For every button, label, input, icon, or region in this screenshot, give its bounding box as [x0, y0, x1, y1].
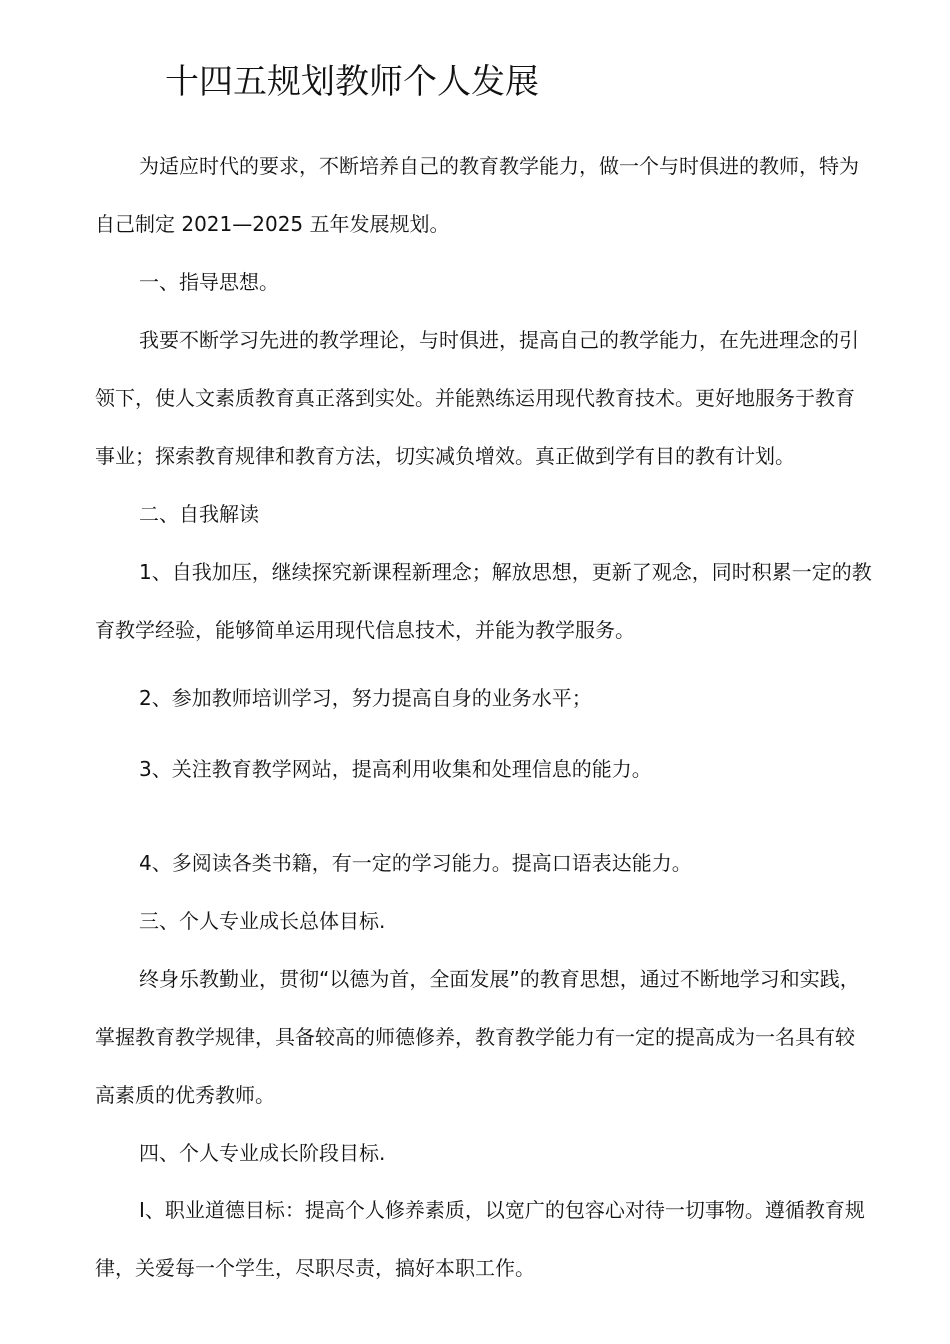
paragraph-line: 我要不断学习先进的教学理论，与时俱进，提高自己的教学能力，在先进理念的引 — [139, 328, 859, 352]
paragraph-line: 事业；探索教育规律和教育方法，切实减负增效。真正做到学有目的教有计划。 — [95, 444, 795, 468]
section-heading: 四、个人专业成长阶段目标. — [139, 1141, 386, 1165]
paragraph-line: 育教学经验，能够简单运用现代信息技术，并能为教学服务。 — [95, 618, 635, 642]
paragraph-line: I、职业道德目标：提高个人修养素质，以宽广的包容心对待一切事物。遵循教育规 — [139, 1198, 865, 1222]
paragraph-line: 领下，使人文素质教育真正落到实处。并能熟练运用现代教育技术。更好地服务于教育 — [95, 386, 855, 410]
paragraph-line: 终身乐教勤业，贯彻“以德为首，全面发展”的教育思想，通过不断地学习和实践， — [139, 967, 860, 991]
paragraph-line: 4、多阅读各类书籍，有一定的学习能力。提高口语表达能力。 — [139, 851, 692, 875]
section-heading: 三、个人专业成长总体目标. — [139, 909, 386, 933]
paragraph-line: 掌握教育教学规律，具备较高的师德修养，教育教学能力有一定的提高成为一名具有较 — [95, 1025, 855, 1049]
document-title: 十四五规划教师个人发展 — [165, 62, 539, 102]
paragraph-line: 2、参加教师培训学习，努力提高自身的业务水平； — [139, 686, 592, 710]
section-heading: 一、指导思想。 — [139, 270, 279, 294]
paragraph-line: 3、关注教育教学网站，提高利用收集和处理信息的能力。 — [139, 757, 652, 781]
paragraph-line: 自己制定 2021—2025 五年发展规划。 — [95, 212, 450, 236]
paragraph-line: 高素质的优秀教师。 — [95, 1083, 275, 1107]
paragraph-line: 律，关爱每一个学生，尽职尽责，搞好本职工作。 — [95, 1256, 535, 1280]
section-heading: 二、自我解读 — [139, 502, 259, 526]
paragraph-line: 为适应时代的要求，不断培养自己的教育教学能力，做一个与时俱进的教师，特为 — [139, 154, 859, 178]
paragraph-line: 1、自我加压，继续探究新课程新理念；解放思想，更新了观念，同时积累一定的教 — [139, 560, 872, 584]
